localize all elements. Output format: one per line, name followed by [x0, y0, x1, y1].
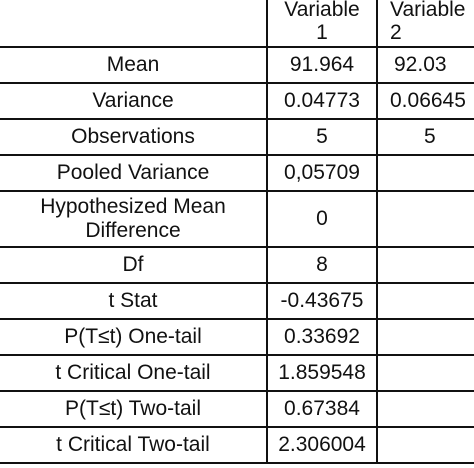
table-row: [0, 191, 474, 247]
row-label: t Stat: [0, 283, 267, 319]
row-label: Observations: [0, 119, 267, 155]
variable-1-value: 0,05709: [267, 155, 377, 191]
variable-2-value: [377, 427, 474, 463]
variable-2-value: [377, 247, 474, 283]
row-label: P(T≤t) One-tail: [0, 319, 267, 355]
variable-2-value: [377, 319, 474, 355]
table-row: [0, 319, 474, 355]
variable-2-value: [377, 155, 474, 191]
variable-1-value: 8: [267, 247, 377, 283]
variable-1-value: 5: [267, 119, 377, 155]
variable-1-value: 1.859548: [267, 355, 377, 391]
variable-2-value: [377, 191, 474, 247]
table-row: [0, 155, 474, 191]
header-variable-2-name: Variable: [390, 0, 466, 21]
row-label: t Critical Two-tail: [0, 427, 267, 463]
variable-1-value: 2.306004: [267, 427, 377, 463]
header-variable-1-cell: [267, 0, 377, 47]
header-label-cell: [0, 0, 267, 47]
header-variable-2-number: 2: [390, 21, 402, 44]
table-row: [0, 83, 474, 119]
variable-1-value: 0: [267, 191, 377, 247]
row-label: Mean: [0, 47, 267, 83]
row-label-line-1: Hypothesized Mean: [40, 195, 226, 218]
variable-2-value: 92.03: [377, 47, 474, 83]
row-label: [0, 191, 267, 247]
variable-2-value: [377, 283, 474, 319]
variable-1-value: 91.964: [267, 47, 377, 83]
header-variable-1-name: Variable: [284, 0, 360, 21]
variable-1-value: 0.67384: [267, 391, 377, 427]
variable-2-value: 5: [377, 119, 474, 155]
row-label: Variance: [0, 83, 267, 119]
table-row: [0, 119, 474, 155]
row-label: P(T≤t) Two-tail: [0, 391, 267, 427]
table-row: [0, 47, 474, 83]
row-label: Df: [0, 247, 267, 283]
header-variable-2-cell: [377, 0, 474, 47]
table-row: [0, 283, 474, 319]
row-label: Pooled Variance: [0, 155, 267, 191]
variable-1-value: 0.33692: [267, 319, 377, 355]
row-label-line-2: Difference: [85, 219, 181, 242]
table-row: [0, 247, 474, 283]
header-row: [0, 0, 474, 47]
variable-2-value: [377, 355, 474, 391]
variable-2-value: [377, 391, 474, 427]
table-row: [0, 355, 474, 391]
table-row: [0, 427, 474, 463]
variable-1-value: -0.43675: [267, 283, 377, 319]
header-variable-1-number: 1: [316, 21, 328, 44]
table-row: [0, 391, 474, 427]
row-label: t Critical One-tail: [0, 355, 267, 391]
variable-1-value: 0.04773: [267, 83, 377, 119]
variable-2-value: 0.06645: [377, 83, 474, 119]
